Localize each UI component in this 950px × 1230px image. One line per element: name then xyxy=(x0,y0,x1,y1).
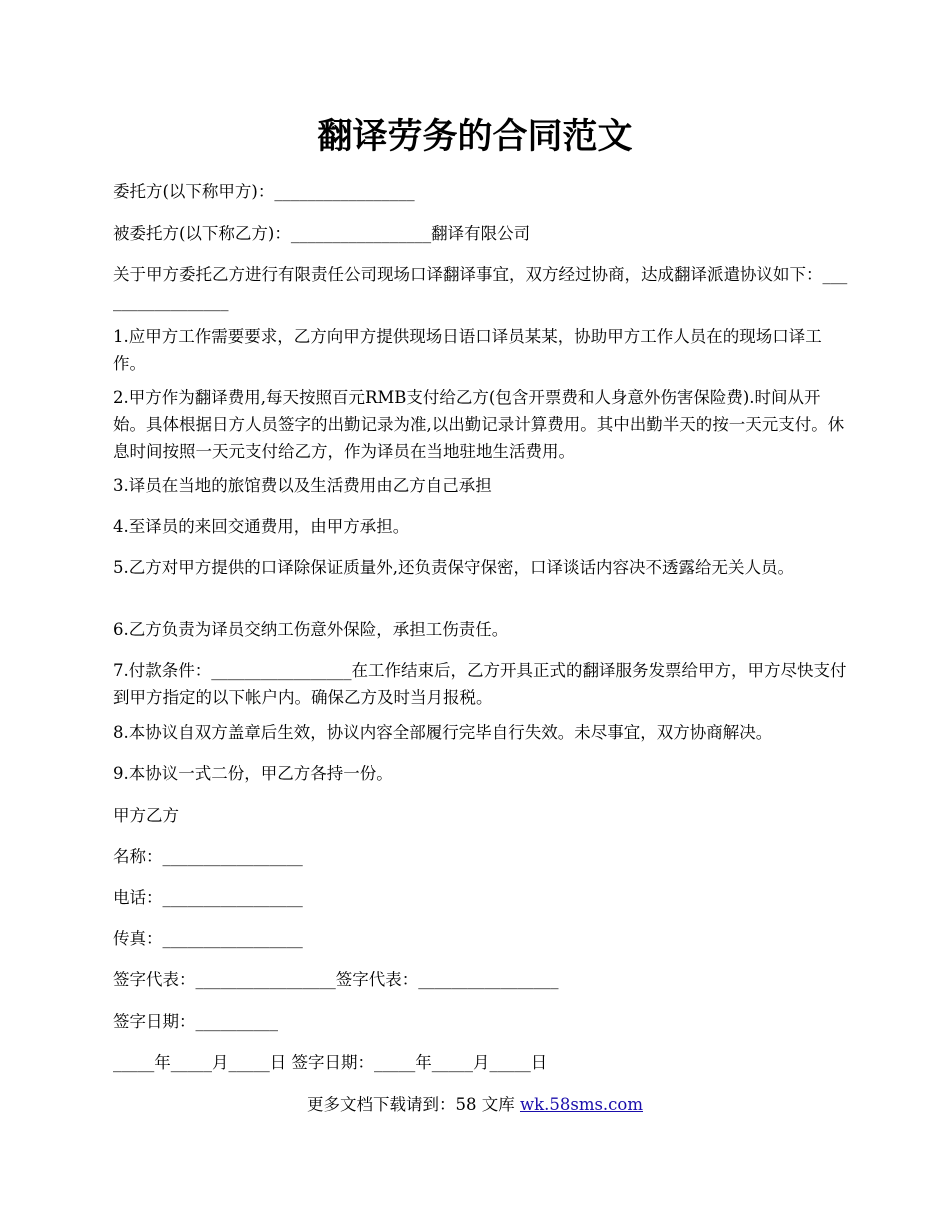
signatory-fields: 签字代表：_________________签字代表：_________________ xyxy=(113,970,559,989)
footer-link[interactable]: wk.58sms.com xyxy=(519,1095,643,1114)
clause-9: 9.本协议一式二份，甲乙方各持一份。 xyxy=(113,764,393,783)
clause-3: 3.译员在当地的旅馆费以及生活费用由乙方自己承担 xyxy=(113,476,492,495)
clause-6: 6.乙方负责为译员交纳工伤意外保险，承担工伤责任。 xyxy=(113,620,509,639)
clause-1: 1.应甲方工作需要要求，乙方向甲方提供现场日语口译员某某，协助甲方工作人员在的现场口译工作。 xyxy=(113,327,822,373)
clause-2: 2.甲方作为翻译费用,每天按照百元RMB支付给乙方(包含开票费和人身意外伤害保险费).时间从开始。具体根据日方人员签字的出勤记录为准,以出勤记录计算费用。其中出勤半天的按一天元支付。休息时间按照一天元支付给乙方，作为译员在当地驻地生活费用。 xyxy=(113,388,845,461)
name-field: 名称：_________________ xyxy=(113,847,303,866)
phone-field: 电话：_________________ xyxy=(113,888,303,907)
document-title: 翻译劳务的合同范文 xyxy=(317,116,633,157)
clause-4: 4.至译员的来回交通费用，由甲方承担。 xyxy=(113,517,410,536)
clause-7: 7.付款条件：_________________在工作结束后，乙方开具正式的翻译服务发票给甲方，甲方尽快支付到甲方指定的以下帐户内。确保乙方及时当月报税。 xyxy=(113,661,847,707)
footer xyxy=(0,1091,950,1118)
parties-heading: 甲方乙方 xyxy=(113,806,179,825)
intro-paragraph: 关于甲方委托乙方进行有限责任公司现场口译翻译事宜，双方经过协商，达成翻译派遣协议如下：_________________ xyxy=(113,265,848,311)
clause-5: 5.乙方对甲方提供的口译除保证质量外,还负责保守保密，口译谈话内容决不透露给无关人员。 xyxy=(113,558,794,577)
footer-text: 更多文档下载请到：58 文库 xyxy=(306,1095,520,1114)
clause-8: 8.本协议自双方盖章后生效，协议内容全部履行完毕自行失效。未尽事宜，双方协商解决。 xyxy=(113,723,773,742)
party-a-line: 委托方(以下称甲方)：_________________ xyxy=(113,182,415,201)
party-b-line: 被委托方(以下称乙方)：_________________翻译有限公司 xyxy=(113,224,531,243)
date-fields: _____年_____月_____日 签字日期：_____年_____月_____日 xyxy=(113,1053,548,1072)
signing-date-field: 签字日期：__________ xyxy=(113,1012,278,1031)
fax-field: 传真：_________________ xyxy=(113,929,303,948)
